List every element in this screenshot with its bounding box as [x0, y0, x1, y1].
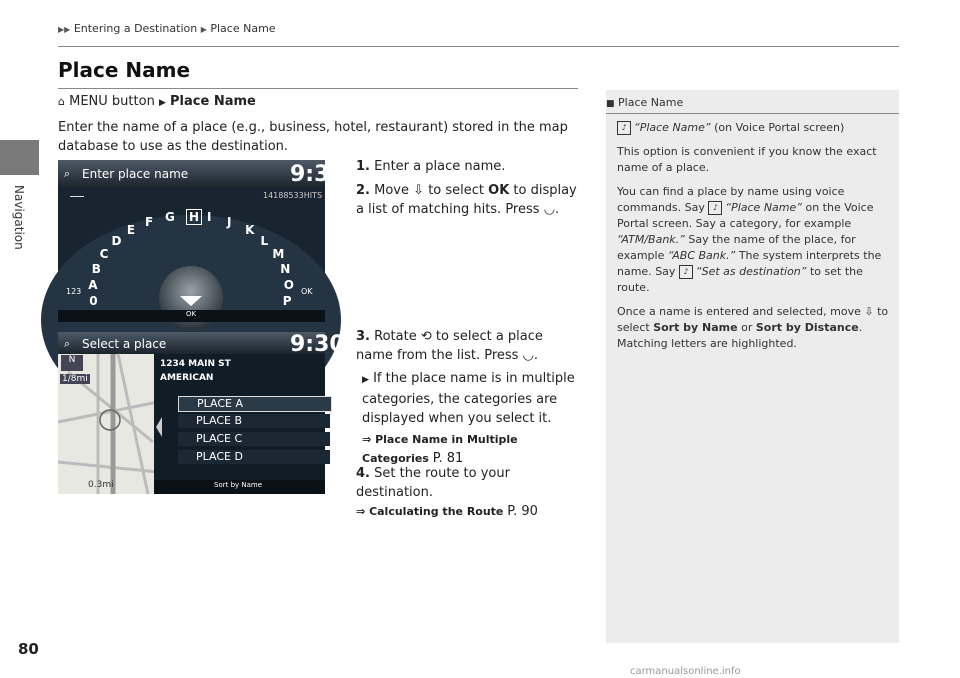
step-3: 3. Rotate ⟲ to select a place name from the list. Press ◡.: [356, 329, 543, 363]
letter-key[interactable]: 0: [89, 293, 98, 308]
letter-key[interactable]: F: [145, 215, 154, 230]
divider: [58, 46, 899, 47]
divider: [606, 113, 899, 114]
sidebar-heading: ■ Place Name: [606, 96, 684, 109]
home-icon: ⌂: [58, 95, 65, 108]
page-title: Place Name: [58, 58, 191, 82]
arrow-icon: ▶: [362, 375, 369, 385]
letter-key[interactable]: D: [111, 234, 122, 249]
divider: [58, 88, 578, 89]
step-2: 2. Move ⇩ to select OK to display a list of matching hits. Press ◡.: [356, 183, 577, 217]
arrow-icon: ▶: [158, 98, 166, 108]
letter-key[interactable]: A: [88, 277, 98, 292]
reference-icon: ⇒: [356, 505, 366, 518]
reference-icon: ⇒: [362, 433, 372, 446]
step-1: 1. Enter a place name.: [356, 159, 506, 174]
breadcrumb: ▶▶ Entering a Destination ▶ Place Name: [58, 22, 276, 35]
select-place-screen: ⌕ Select a place 9:30 N 1/8mi 1234 MAIN ST AMERICAN PLACE A PLACE B PLACE C PLACE D Sort by Name 0.3mi: [58, 332, 325, 494]
search-icon: ⌕: [64, 167, 71, 180]
sidebar-body: ♪ “Place Name” (on Voice Portal screen) This option is convenient if you know the exact name of a place. You can find a place by name using voice commands. Say ♪ “Place Name” on the Voice Portal screen. Say a category, for example “ATM/Bank.” Say the name of the place, for example “ABC Bank.” The system interprets the name. Say ♪ “Set as destination” to set the route. Once a name is entered and selected, move ⇩ to select Sort by Name or Sort by Distance. Matching letters are highlighted.: [617, 121, 889, 350]
letter-key[interactable]: O: [283, 277, 294, 292]
letter-key[interactable]: K: [245, 223, 255, 238]
rotate-icon: ⟲: [420, 329, 432, 344]
letter-key[interactable]: J: [227, 215, 232, 230]
letter-key[interactable]: M: [272, 247, 285, 262]
text-cursor: [70, 196, 84, 197]
letter-key[interactable]: B: [91, 262, 101, 276]
letter-key[interactable]: C: [99, 247, 109, 262]
note-icon: ■: [606, 99, 615, 109]
intro-text: Enter the name of a place (e.g., business, hotel, restaurant) stored in the map database to use as the destination.: [58, 120, 568, 154]
arrow-icon: ▶▶: [58, 25, 71, 34]
section-label: Navigation: [12, 185, 26, 250]
letter-key[interactable]: L: [260, 234, 269, 249]
navigation-tab: [0, 140, 39, 175]
step-4: 4. Set the route to your destination. ⇒ Calculating the Route P. 90: [356, 466, 538, 519]
place-list-item[interactable]: PLACE C: [178, 432, 330, 446]
press-icon: ◡: [543, 202, 556, 217]
joystick-icon: ⇩: [413, 183, 425, 198]
step-3-note: ▶ If the place name is in multiple categories, the categories are displayed when you select it. ⇒ Place Name in Multiple Categories P. 81: [362, 371, 575, 466]
place-list-item[interactable]: PLACE A: [178, 396, 332, 412]
letter-key[interactable]: G: [165, 210, 175, 225]
letter-key[interactable]: H: [186, 209, 202, 225]
joystick-icon: ⇩: [864, 305, 874, 318]
ok-button[interactable]: OK: [186, 310, 197, 318]
ok-small-button[interactable]: OK: [301, 287, 313, 296]
voice-icon: ♪: [679, 265, 693, 279]
letter-key[interactable]: I: [207, 210, 212, 225]
reference-link[interactable]: Calculating the Route: [369, 505, 504, 518]
sort-by-name-button[interactable]: Sort by Name: [214, 481, 263, 489]
menu-path: ⌂ MENU button ▶ Place Name: [58, 94, 256, 109]
search-icon: ⌕: [64, 337, 71, 350]
voice-icon: ♪: [617, 121, 631, 135]
press-icon: ◡: [522, 348, 534, 363]
place-list-item[interactable]: PLACE D: [178, 450, 330, 464]
numbers-button[interactable]: 123: [66, 287, 82, 296]
page-number: 80: [18, 640, 39, 658]
compass-icon: N: [61, 355, 83, 371]
enter-place-name-screen: ⌕ Enter place name 9:30 14188533HITS 0 A B C D E F G H I J K L M N O P 123 OK OK: [58, 160, 325, 322]
letter-key[interactable]: N: [280, 262, 291, 276]
reference-link[interactable]: Place Name in Multiple Categories: [362, 433, 518, 465]
arrow-icon: ▶: [200, 25, 207, 34]
voice-icon: ♪: [708, 201, 722, 215]
footer-watermark: carmanualsonline.info: [630, 666, 741, 677]
letter-key[interactable]: P: [282, 293, 292, 308]
place-list-item[interactable]: PLACE B: [178, 414, 330, 428]
letter-key[interactable]: E: [126, 223, 136, 238]
